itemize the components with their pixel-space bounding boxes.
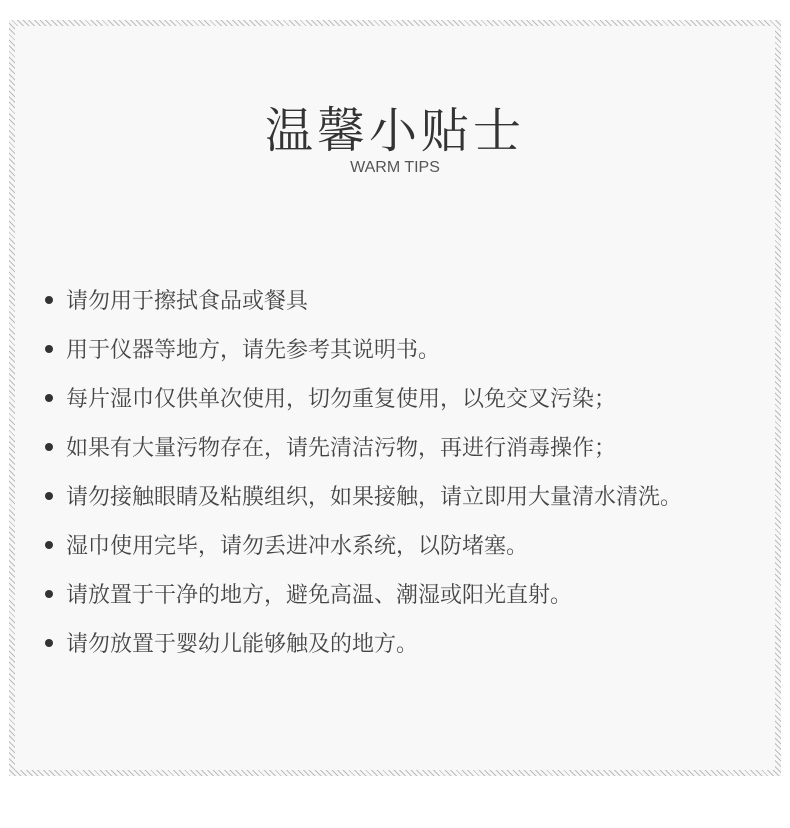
bullet-icon bbox=[45, 443, 53, 451]
tip-item bbox=[45, 373, 682, 422]
page-subtitle: WARM TIPS bbox=[350, 159, 440, 176]
tip-item bbox=[45, 520, 682, 569]
tip-text: 请放置于干净的地方，避免高温、潮湿或阳光直射。 bbox=[66, 583, 573, 608]
bullet-icon bbox=[45, 296, 53, 304]
tip-text: 请勿用于擦拭食品或餐具 bbox=[66, 289, 309, 314]
tip-item bbox=[45, 569, 682, 618]
tip-item bbox=[45, 471, 682, 520]
tips-card bbox=[9, 20, 781, 776]
bullet-icon bbox=[45, 541, 53, 549]
bullet-icon bbox=[45, 590, 53, 598]
page-title: 温馨小贴士 bbox=[264, 103, 525, 159]
tip-item bbox=[45, 422, 682, 471]
tip-item bbox=[45, 618, 682, 667]
tip-text: 如果有大量污物存在，请先清洁污物，再进行消毒操作； bbox=[66, 436, 617, 461]
tip-item bbox=[45, 324, 682, 373]
bullet-icon bbox=[45, 394, 53, 402]
tip-text: 请勿接触眼睛及粘膜组织，如果接触，请立即用大量清水清洗。 bbox=[66, 485, 683, 510]
bullet-icon bbox=[45, 492, 53, 500]
tips-card-content bbox=[15, 26, 775, 770]
tip-item bbox=[45, 275, 682, 324]
tips-list bbox=[45, 275, 682, 667]
tip-text: 用于仪器等地方，请先参考其说明书。 bbox=[66, 338, 441, 363]
tip-text: 湿巾使用完毕，请勿丢进冲水系统，以防堵塞。 bbox=[66, 534, 529, 559]
tip-text: 请勿放置于婴幼儿能够触及的地方。 bbox=[66, 632, 419, 657]
bullet-icon bbox=[45, 345, 53, 353]
bullet-icon bbox=[45, 639, 53, 647]
tip-text: 每片湿巾仅供单次使用，切勿重复使用，以免交叉污染； bbox=[66, 387, 617, 412]
